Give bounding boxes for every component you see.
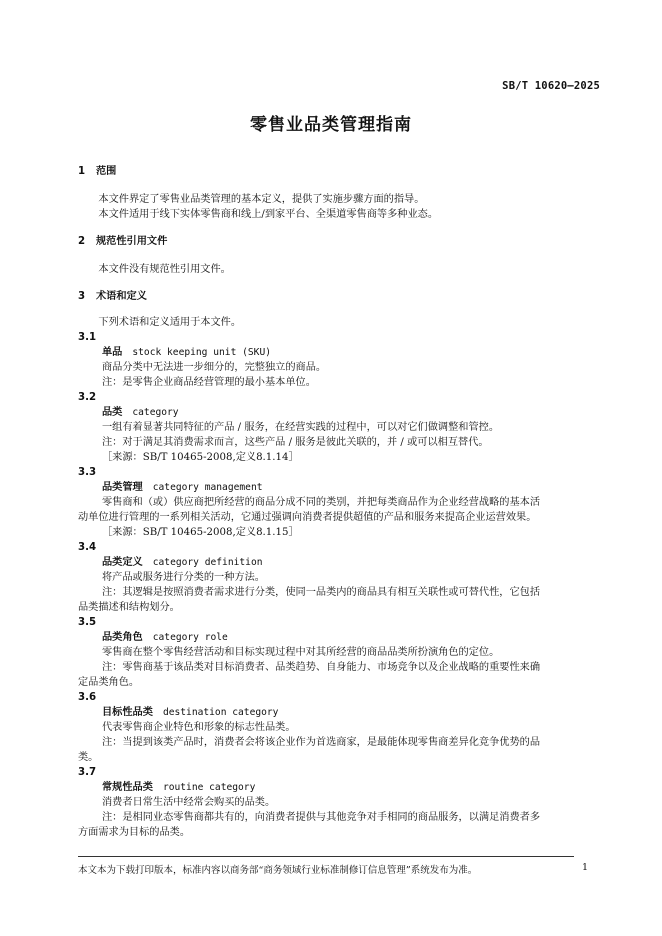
term-text: 一组有着显著共同特征的产品 / 服务，在经营实践的过程中，可以对它们做调整和管控。 xyxy=(102,422,500,433)
section-heading-terms: 3 术语和定义 xyxy=(78,291,147,302)
term-heading: 品类角色 category role xyxy=(102,632,228,643)
term-source: ［来源：SB/T 10465-2008,定义8.1.14］ xyxy=(102,452,299,463)
term-number: 3.5 xyxy=(78,617,97,628)
term-note: 注：是零售企业商品经营管理的最小基本单位。 xyxy=(102,377,316,388)
term-note-continued: 品类描述和结构划分。 xyxy=(78,602,180,613)
term-heading: 单品 stock keeping unit (SKU) xyxy=(102,347,271,358)
document-body xyxy=(78,160,600,840)
page-footer xyxy=(78,856,588,876)
section-heading-normative-references: 2 规范性引用文件 xyxy=(78,236,168,247)
term-number: 3.3 xyxy=(78,467,97,478)
term-source: ［来源：SB/T 10465-2008,定义8.1.15］ xyxy=(102,527,299,538)
paragraph: 本文件适用于线下实体零售商和线上/到家平台、全渠道零售商等多种业态。 xyxy=(98,209,439,220)
term-note-continued: 类。 xyxy=(78,752,99,763)
term-note: 注：零售商基于该品类对目标消费者、品类趋势、自身能力、市场竞争以及企业战略的重要性来确 xyxy=(102,662,541,673)
term-note: 注：是相同业态零售商都共有的，向消费者提供与其他竞争对手相同的商品服务，以满足消费者多 xyxy=(102,812,541,823)
page-title: 零售业品类管理指南 xyxy=(250,115,412,135)
term-heading: 目标性品类 destination category xyxy=(102,707,279,718)
term-note-continued: 定品类角色。 xyxy=(78,677,140,688)
term-text: 将产品或服务进行分类的一种方法。 xyxy=(102,572,265,583)
page-number: 1 xyxy=(581,862,588,873)
term-text-continued: 动单位进行管理的一系列相关活动，它通过强调向消费者提供超值的产品和服务来提高企业运营效果。 xyxy=(78,512,537,523)
term-number: 3.2 xyxy=(78,392,97,403)
term-number: 3.1 xyxy=(78,332,97,343)
paragraph: 本文件没有规范性引用文件。 xyxy=(98,264,231,275)
term-note: 注：当提到该类产品时，消费者会将该企业作为首选商家，是最能体现零售商差异化竞争优势的品 xyxy=(102,737,541,748)
term-note: 注：其逻辑是按照消费者需求进行分类，使同一品类内的商品具有相互关联性或可替代性，它包括 xyxy=(102,587,541,598)
term-heading: 常规性品类 routine category xyxy=(102,782,256,793)
paragraph: 本文件界定了零售业品类管理的基本定义，提供了实施步骤方面的指导。 xyxy=(98,194,425,205)
paragraph: 下列术语和定义适用于本文件。 xyxy=(98,317,242,328)
term-heading: 品类定义 category definition xyxy=(102,557,263,568)
term-note-continued: 方面需求为目标的品类。 xyxy=(78,827,191,838)
term-number: 3.4 xyxy=(78,542,97,553)
term-text: 消费者日常生活中经常会购买的品类。 xyxy=(102,797,276,808)
term-number: 3.6 xyxy=(78,692,97,703)
term-note: 注：对于满足其消费需求而言，这些产品 / 服务是彼此关联的，并 / 或可以相互替代。 xyxy=(102,437,489,448)
term-text: 代表零售商企业特色和形象的标志性品类。 xyxy=(102,722,296,733)
term-heading: 品类管理 category management xyxy=(102,482,263,493)
section-heading-scope: 1 范围 xyxy=(78,166,117,177)
term-heading: 品类 category xyxy=(102,407,179,418)
footer-notice: 本文本为下载打印版本，标准内容以商务部“商务领域行业标准制修订信息管理”系统发布为准。 xyxy=(78,865,478,876)
term-text: 零售商在整个零售经营活动和目标实现过程中对其所经营的商品品类所扮演角色的定位。 xyxy=(102,647,500,658)
standard-code: SB/T 10620—2025 xyxy=(502,80,600,92)
term-text: 零售商和（或）供应商把所经营的商品分成不同的类别，并把每类商品作为企业经营战略的基本活 xyxy=(102,497,541,508)
term-number: 3.7 xyxy=(78,767,97,778)
term-text: 商品分类中无法进一步细分的，完整独立的商品。 xyxy=(102,362,327,373)
